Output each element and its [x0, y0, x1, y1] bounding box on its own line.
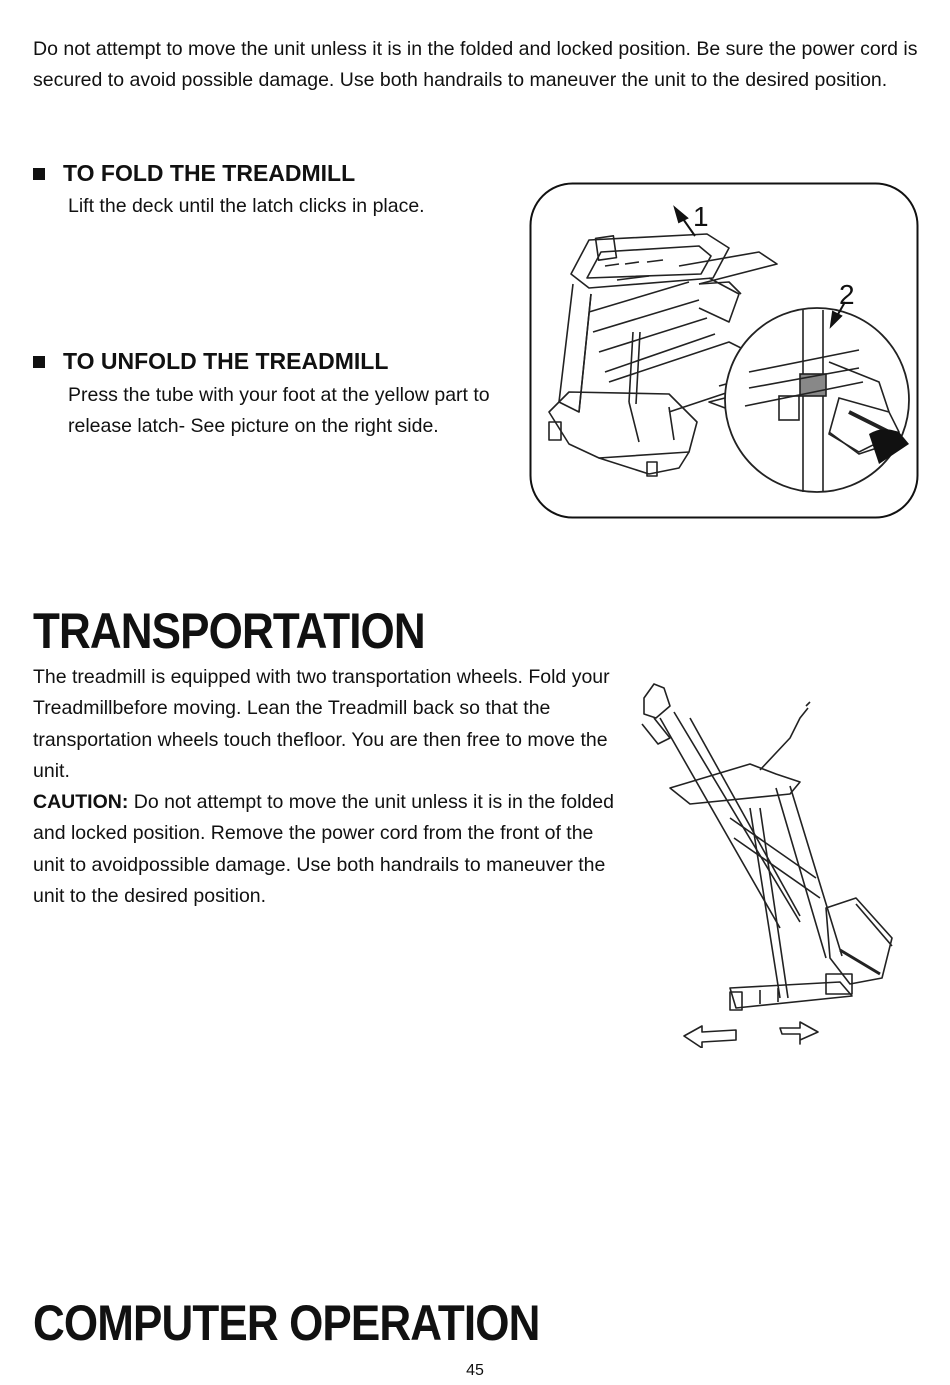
- unfold-heading: [33, 348, 388, 375]
- fold-instructions: Lift the deck until the latch clicks in place.: [68, 195, 425, 217]
- caution-label: CAUTION:: [33, 791, 129, 814]
- transportation-paragraph: [33, 662, 623, 912]
- fold-heading-text: TO FOLD THE TREADMILL: [63, 160, 356, 186]
- unfold-heading-text: TO UNFOLD THE TREADMILL: [63, 348, 389, 374]
- square-bullet-icon: [33, 356, 45, 368]
- computer-operation-title: COMPUTER OPERATION: [33, 1295, 540, 1351]
- square-bullet-icon: [33, 168, 45, 180]
- caution-text: Do not attempt to move the unit unless it is in the folded and locked position. Remove the power cord from the front of the unit to avoidpossible damage. Use both handrails to maneuver the unit to the desired position.: [33, 791, 614, 908]
- fold-illustration: [529, 182, 919, 520]
- step-1-label: 1: [693, 201, 709, 232]
- page-number: 45: [466, 1362, 484, 1379]
- intro-paragraph: Do not attempt to move the unit unless it is in the folded and locked position. Be sure the power cord is secured to avoid possible damage. Use both handrails to maneuver the unit to the desired position.: [33, 38, 918, 92]
- transportation-text: The treadmill is equipped with two transportation wheels. Fold your Treadmillbefore moving. Lean the Treadmill back so that the transportation wheels touch thefloor. You are then free to move the unit.: [33, 666, 610, 782]
- step-2-label: 2: [839, 279, 855, 310]
- fold-heading: [33, 160, 355, 187]
- transportation-title: TRANSPORTATION: [33, 603, 425, 659]
- transport-illustration: [630, 678, 910, 1048]
- unfold-instructions: Press the tube with your foot at the yellow part to release latch- See picture on the right side.: [68, 384, 490, 438]
